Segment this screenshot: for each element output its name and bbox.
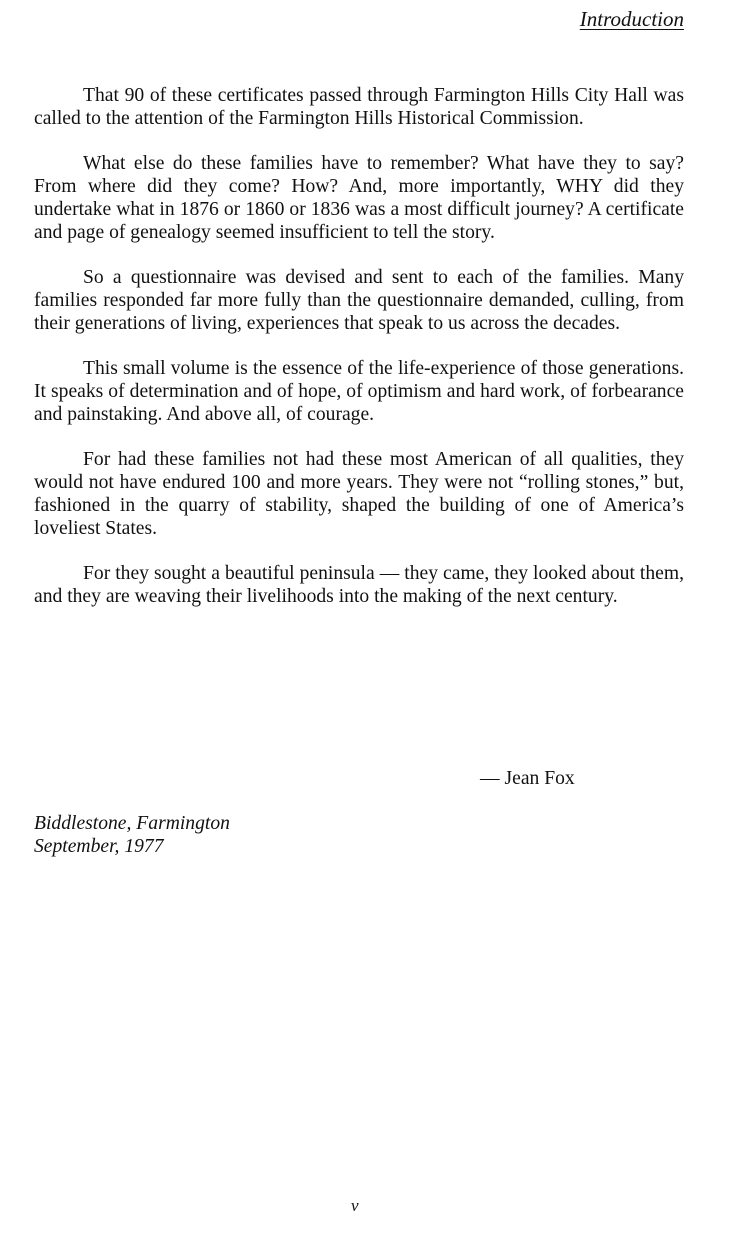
paragraph-4: This small volume is the essence of the life-experience of those generations. It speaks of determination and of hope, of optimism and hard work, of forbearance and painstaking. And above all, of courage. — [34, 358, 684, 425]
page-number: v — [351, 1196, 359, 1215]
date-line: September, 1977 — [34, 836, 164, 857]
paragraph-1: That 90 of these certificates passed through Farmington Hills City Hall was called to the attention of the Farmington Hills Historical Commission. — [34, 85, 684, 129]
paragraph-3: So a questionnaire was devised and sent to each of the families. Many families responded far more fully than the questionnaire demanded, culling, from their generations of living, experiences that speak to us across the decades. — [34, 267, 684, 334]
paragraph-6: For they sought a beautiful peninsula — they came, they looked about them, and they are weaving their livelihoods into the making of the next century. — [34, 563, 684, 607]
introduction-body — [34, 84, 684, 630]
place-line: Biddlestone, Farmington — [34, 813, 230, 834]
author-signature: — Jean Fox — [480, 768, 575, 789]
paragraph-5: For had these families not had these most American of all qualities, they would not have endured 100 and more years. They were not “rolling stones,” but, fashioned in the quarry of stability, shaped the building of one of America’s loveliest States. — [34, 449, 684, 539]
running-head: Introduction — [579, 7, 684, 31]
place-date-block — [34, 812, 230, 858]
paragraph-2: What else do these families have to remember? What have they to say? From where did they come? How? And, more importantly, WHY did they undertake what in 1876 or 1860 or 1836 was a most difficult journey? A certificate and page of genealogy seemed insufficient to tell the story. — [34, 153, 684, 243]
